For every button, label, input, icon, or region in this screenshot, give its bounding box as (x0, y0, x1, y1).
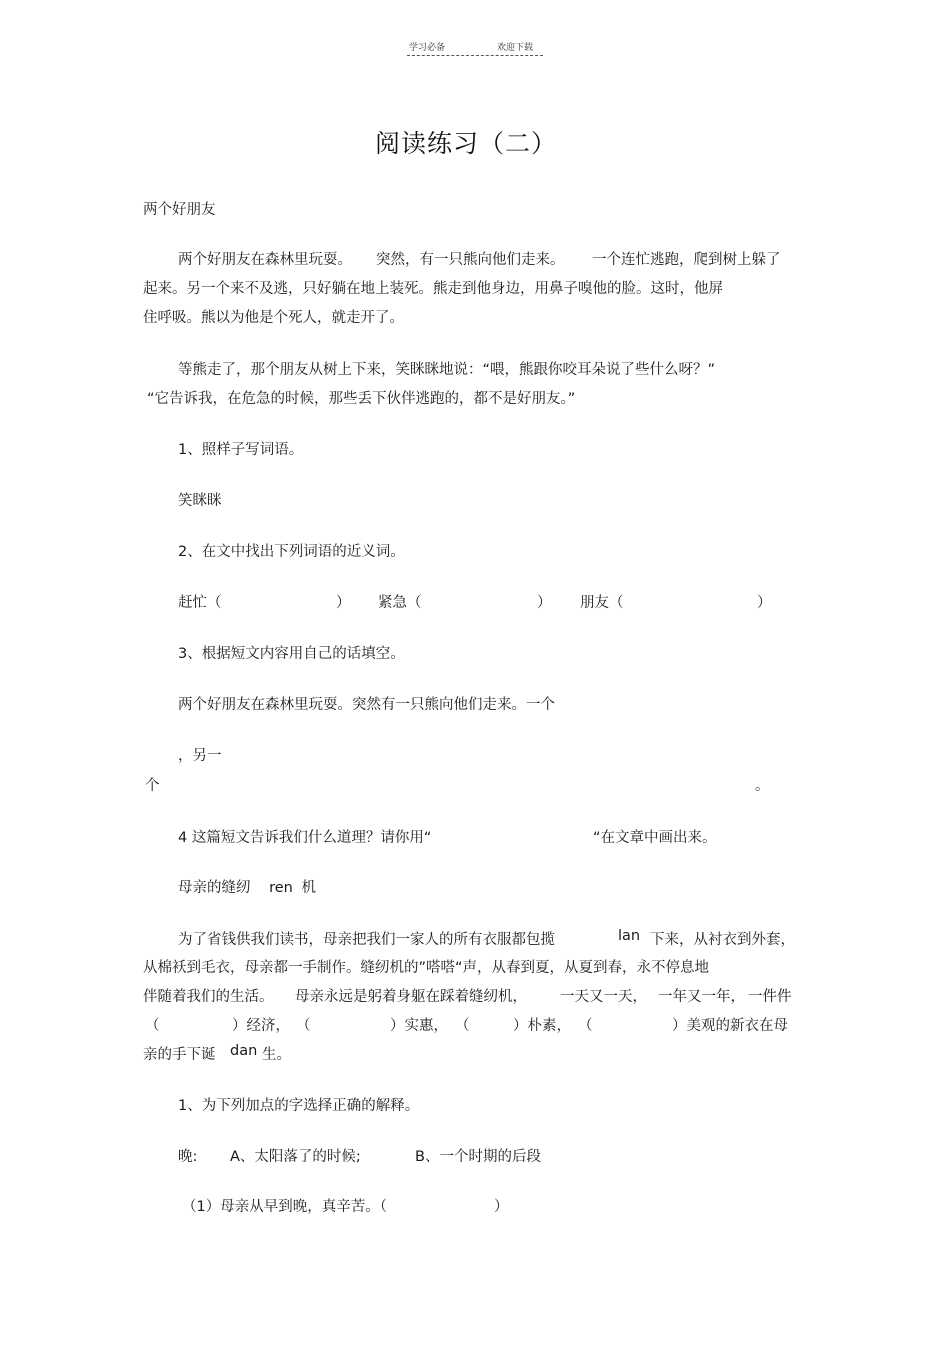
synonym-close-1: ） (336, 595, 351, 611)
story2-heading-pinyin: ren (269, 880, 293, 896)
synonym-item-pengyou: 朋友（ (580, 595, 624, 611)
page-title: 阅读练习（二） (375, 129, 558, 158)
story1-q4-part1: 4 这篇短文告诉我们什么道理？请你用“ (178, 830, 432, 846)
story2-q1-sub-end: ） (494, 1199, 509, 1215)
story1-p1-line2: 起来。另一个来不及逃，只好躺在地上装死。熊走到他身边，用鼻子嗅他的脸。这时，他屏 (143, 281, 723, 297)
blank-word-4: ）美观的新衣在母 (672, 1018, 788, 1034)
story2-heading-b: 机 (301, 880, 316, 896)
blank-open-1: （ (145, 1018, 160, 1034)
blank-word-1: ）经济， (232, 1018, 290, 1034)
blank-word-3: ）朴素， (513, 1018, 571, 1034)
story2-p1-pinyin-lan: lan (618, 928, 641, 944)
story1-q1: 1、照样子写词语。 (178, 442, 304, 458)
story1-q3: 3、根据短文内容用自己的话填空。 (178, 646, 405, 662)
story1-p1-line3: 住呼吸。熊以为他是个死人，就走开了。 (143, 310, 404, 326)
story2-q1-option-b: B、一个时期的后段 (415, 1149, 541, 1165)
story2-p1-line3a: 伴随着我们的生活。 (143, 989, 274, 1005)
story2-q1-option-a: A、太阳落了的时候; (230, 1149, 361, 1165)
blank-open-4: （ (578, 1018, 593, 1034)
story1-q1-example: 笑眯眯 (178, 493, 222, 509)
story1-p2-line1: 等熊走了，那个朋友从树上下来，笑眯眯地说：“喂，熊跟你咬耳朵说了些什么呀？” (178, 362, 716, 378)
story1-p1-line1a: 两个好朋友在森林里玩耍。 (178, 252, 352, 268)
story1-p1-line1c: 一个连忙逃跑，爬到树上躲了 (592, 252, 781, 268)
header-right: 欢迎下载 (497, 43, 534, 53)
story2-p1-line1a: 为了省钱供我们读书，母亲把我们一家人的所有衣服都包揽 (178, 932, 555, 948)
synonym-item-jinji: 紧急（ (378, 595, 422, 611)
story1-q3-cont: ，另一 (178, 748, 222, 764)
blank-open-3: （ (455, 1018, 470, 1034)
story2-q1-word: 晚: (178, 1149, 198, 1165)
header-left: 学习必备 (409, 43, 446, 53)
story1-heading: 两个好朋友 (143, 202, 216, 218)
story2-p1-line5a: 亲的手下诞 (143, 1047, 216, 1063)
story1-q4-part2: “在文章中画出来。 (593, 830, 717, 846)
story2-heading (178, 876, 316, 897)
story1-q2: 2、在文中找出下列词语的近义词。 (178, 544, 405, 560)
header-divider (407, 55, 543, 56)
story2-p1-line3b: 母亲永远是躬着身躯在踩着缝纫机， (295, 989, 527, 1005)
story2-heading-a: 母亲的缝纫 (178, 880, 251, 896)
synonym-item-ganmang: 赶忙（ (178, 595, 222, 611)
story1-q3-end: 。 (755, 778, 770, 794)
story2-p1-line1c: 下来，从衬衣到外套， (650, 932, 795, 948)
story1-p1-line1b: 突然，有一只熊向他们走来。 (376, 252, 565, 268)
story2-q1-sub: （1）母亲从早到晚，真辛苦。（ (182, 1199, 387, 1215)
story2-p1-line3c: 一天又一天， (560, 989, 647, 1005)
story2-p1-line3e: 一件件 (748, 989, 792, 1005)
story2-q1: 1、为下列加点的字选择正确的解释。 (178, 1098, 420, 1114)
story2-p1-line2: 从棉袄到毛衣，母亲都一手制作。缝纫机的”嗒嗒“声，从春到夏，从夏到春，永不停息地 (143, 960, 710, 976)
blank-word-2: ）实惠， (390, 1018, 448, 1034)
synonym-close-3: ） (757, 595, 772, 611)
story1-p2-line2: “它告诉我，在危急的时候，那些丢下伙伴逃跑的，都不是好朋友。” (147, 391, 576, 407)
blank-open-2: （ (296, 1018, 311, 1034)
story1-q3-ge: 个 (145, 778, 160, 794)
synonym-close-2: ） (537, 595, 552, 611)
story2-p1-pinyin-dan: dan (230, 1043, 258, 1059)
story1-q3-text: 两个好朋友在森林里玩耍。突然有一只熊向他们走来。一个 (178, 697, 555, 713)
story2-p1-line3d: 一年又一年， (658, 989, 745, 1005)
story2-p1-line5c: 生。 (262, 1047, 291, 1063)
